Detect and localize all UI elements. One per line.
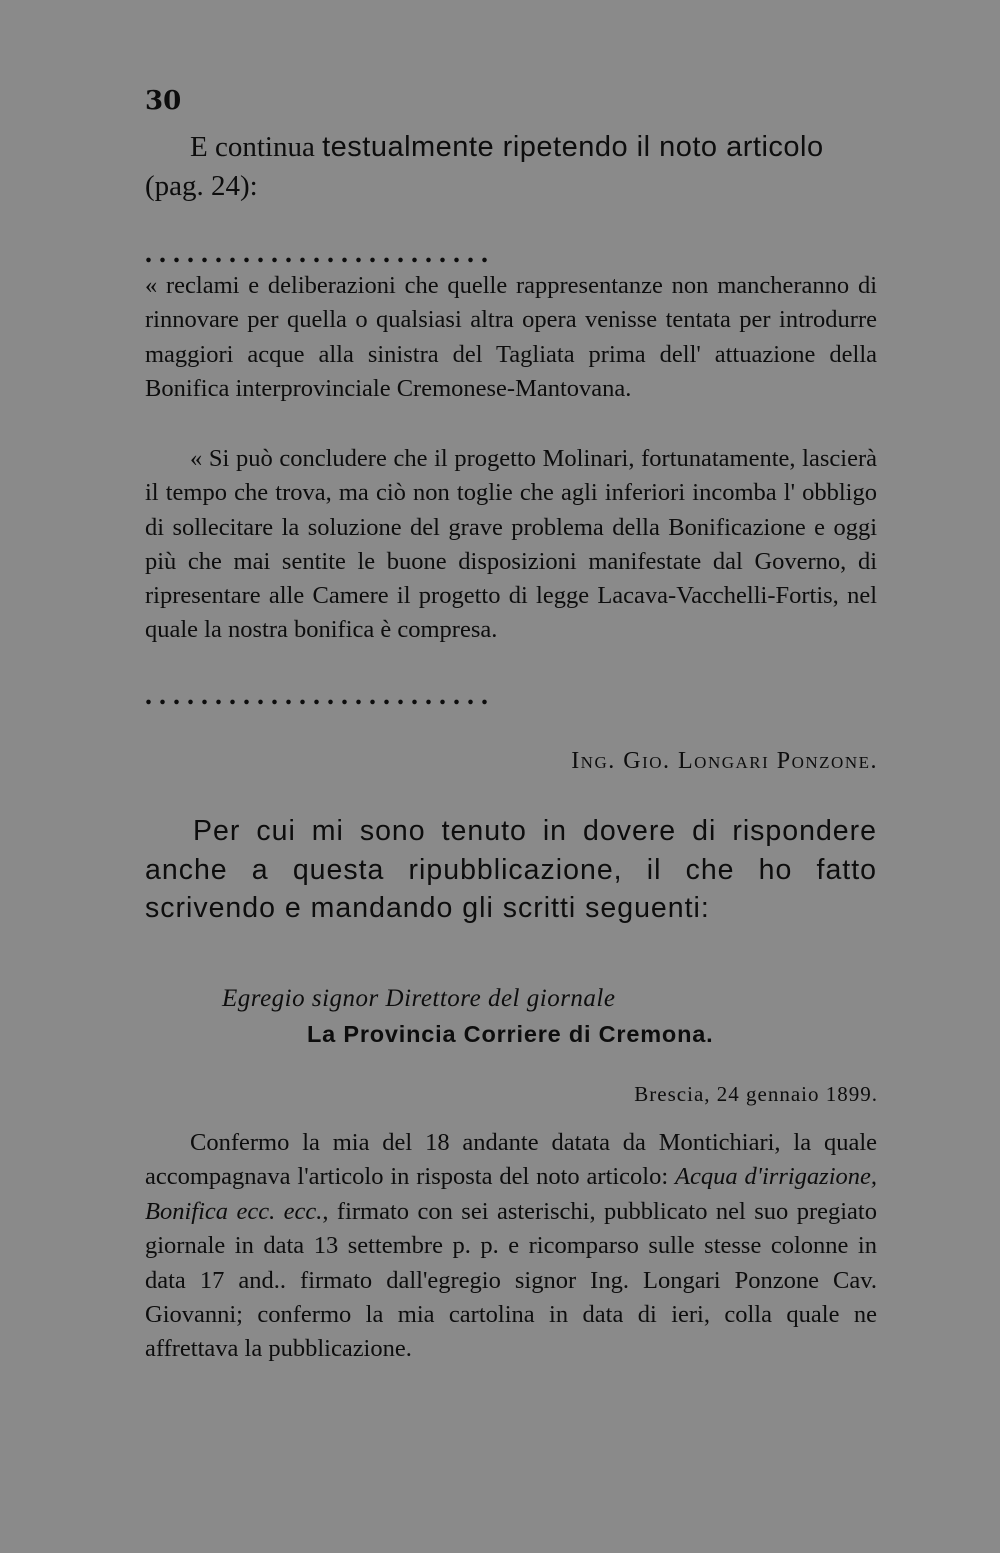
declaration-paragraph: Per cui mi sono tenuto in dovere di rispondere anche a questa ripubblicazione, il che ho fatto scrivendo e mandando gli scritti seguenti: (145, 815, 877, 924)
letter-salutation-line-1: Egregio signor Direttore del giornale (222, 985, 616, 1012)
letter-text-start: Confermo la mia del 18 andante datata da Montichiari, la quale accompagnava l'articolo in risposta del noto articolo: (145, 1129, 877, 1191)
ellipsis-divider-bottom: . . . . . . . . . . . . . . . . . . . . . . . . . (145, 680, 488, 711)
intro-paragraph (145, 128, 877, 206)
letter-text-end: , firmato con sei asterischi, pubblicato nel suo pregiato giornale in data 13 settembre p. p. e ricomparso sulle stesse colonne in data 17 and.. firmato dall'egregio signor Ing. Longari Ponzone Cav. Giovanni; confermo la mia cartolina in data di ieri, colla quale ne affrettava la pubblicazione. (145, 1197, 877, 1363)
letter-article-title: Acqua d'irrigazione, Bonifica ecc. ecc. (145, 1163, 877, 1225)
page-number: 30 (145, 86, 182, 116)
quote-paragraph-1: « reclami e deliberazioni che quelle rappresentanze non mancheranno di rinnovare per quella o qualsiasi altra opera venisse tentata per introdurre maggiori acque alla sinistra del Tagliata prima dell' attuazione della Bonifica interprovinciale Cremonese-Mantovana. (145, 272, 877, 402)
quote-signature: Ing. Gio. Longari Ponzone. (571, 748, 878, 774)
quote-paragraph-2: « Si può concludere che il progetto Molinari, fortunatamente, lascierà il tempo che trova, ma ciò non toglie che agli inferiori incomba l' obbligo di sollecitare la soluzione del grave problema della Bonificazione e oggi più che mai sentite le buone disposizioni manifestate dal Governo, di ripresentare alle Camere il progetto di legge Lacava-Vacchelli-Fortis, nel quale la nostra bonifica è compresa. (145, 445, 877, 644)
intro-text-end: (pag. 24): (145, 170, 258, 202)
letter-date-line: Brescia, 24 gennaio 1899. (634, 1082, 878, 1106)
letter-salutation-line-2: La Provincia Corriere di Cremona. (307, 1021, 714, 1047)
intro-text-emphasis: testualmente ripetendo il noto articolo (322, 131, 824, 163)
intro-text-start: E continua (190, 131, 323, 163)
ellipsis-divider-top: . . . . . . . . . . . . . . . . . . . . . . . . . (145, 238, 488, 269)
letter-body-paragraph (145, 1126, 877, 1367)
